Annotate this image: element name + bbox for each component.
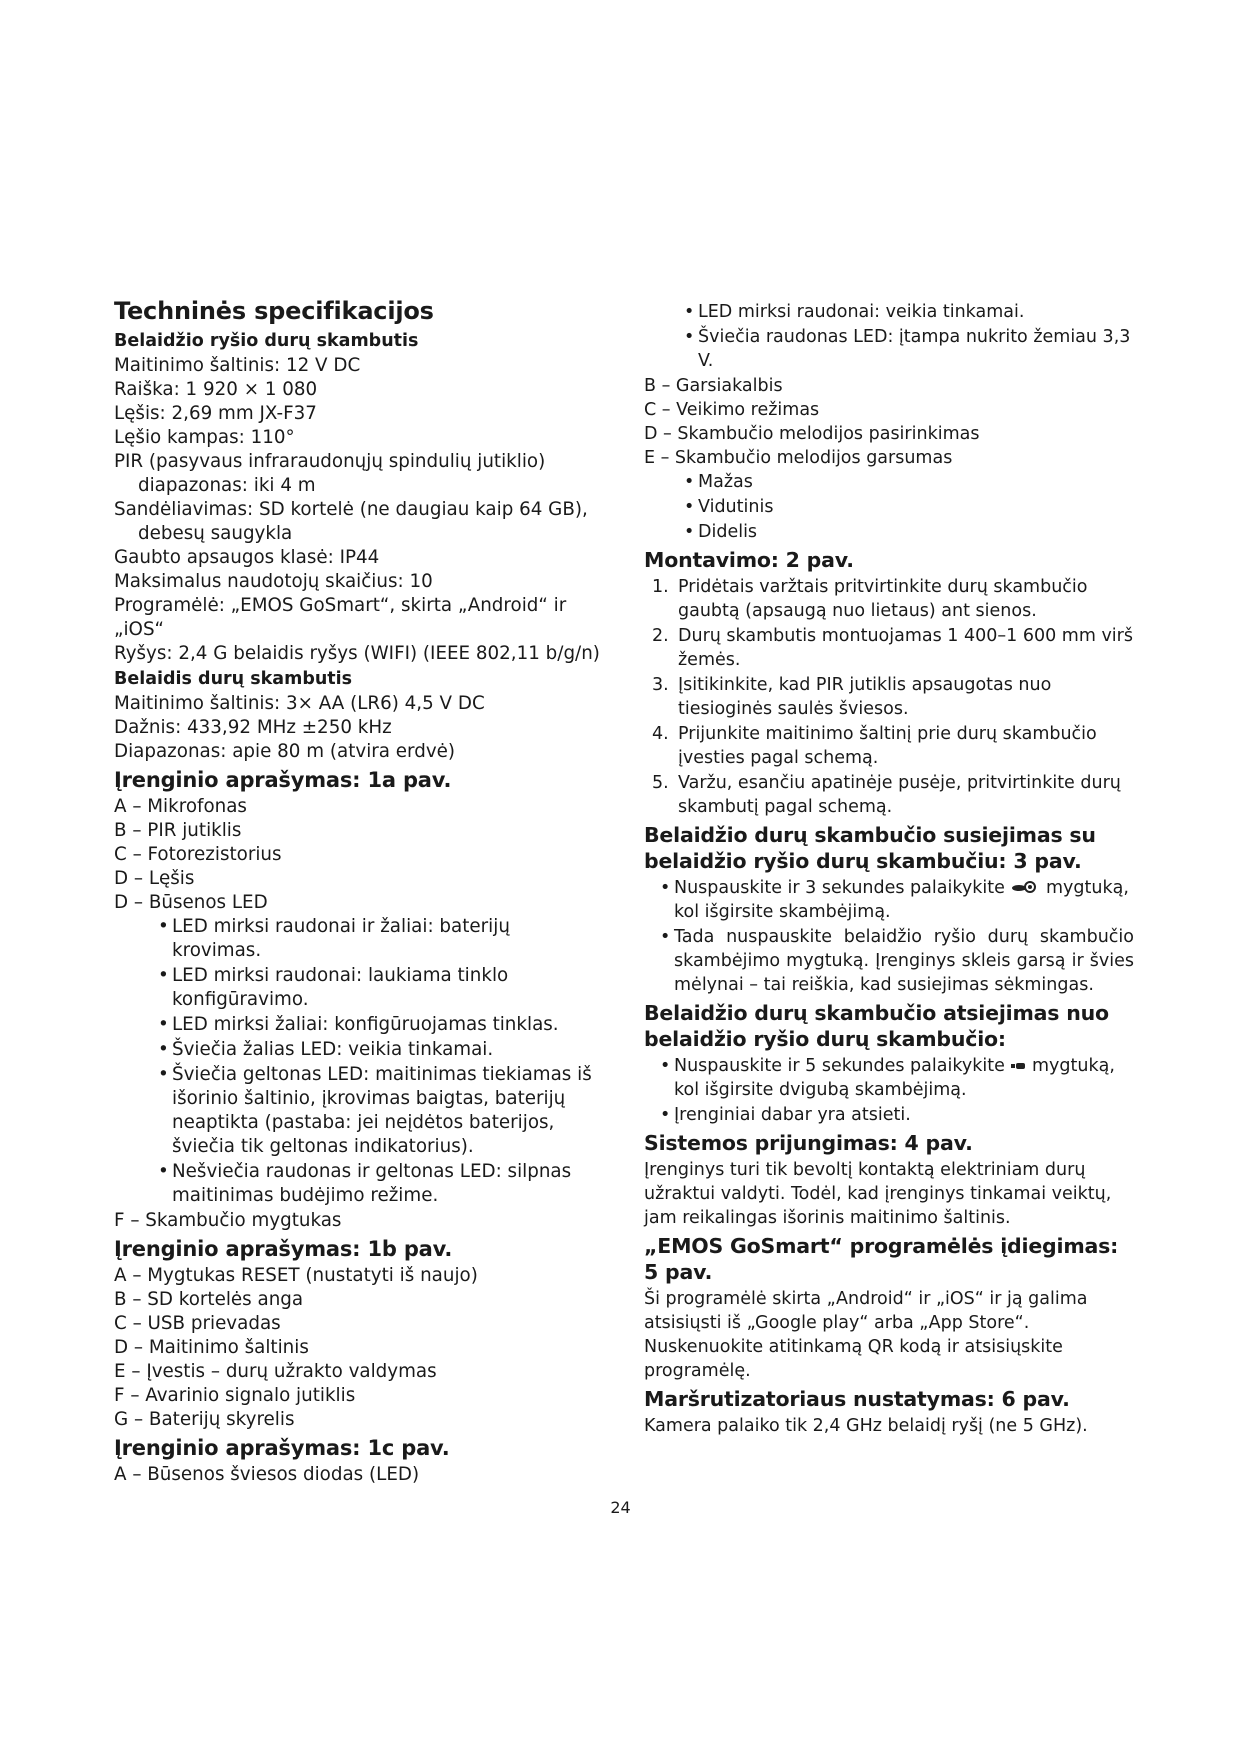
router-text: Kamera palaiko tik 2,4 GHz belaidį ryšį (ne 5 GHz). bbox=[644, 1416, 1088, 1436]
page-title: Techninės specifikacijos bbox=[114, 297, 434, 325]
step-text: Varžu, esančiu apatinėje pusėje, pritvirtinkite durų skambutį pagal schemą. bbox=[678, 773, 1121, 817]
spec-line: Programėlė: „EMOS GoSmart“, skirta „Android“ ir „iOS“ bbox=[114, 595, 567, 640]
desc-item: C – Veikimo režimas bbox=[644, 400, 820, 420]
mount-heading: Montavimo: 2 pav. bbox=[644, 548, 854, 572]
desc-item: D – Maitinimo šaltinis bbox=[114, 1337, 309, 1358]
desc-1c-heading: Įrenginio aprašymas: 1c pav. bbox=[114, 1436, 450, 1460]
desc-item: E – Įvestis – durų užrakto valdymas bbox=[114, 1361, 437, 1382]
desc-1a-heading: Įrenginio aprašymas: 1a pav. bbox=[114, 768, 452, 792]
desc-item: B – SD kortelės anga bbox=[114, 1289, 304, 1310]
step-number: 1. bbox=[652, 577, 669, 597]
desc-item: C – USB prievadas bbox=[114, 1313, 281, 1334]
list-item: • Įrenginiai dabar yra atsieti. bbox=[660, 1103, 1134, 1127]
system-heading: Sistemos prijungimas: 4 pav. bbox=[644, 1131, 973, 1155]
desc-item: A – Mikrofonas bbox=[114, 796, 247, 817]
list-item bbox=[644, 722, 1134, 770]
spec-line: Gaubto apsaugos klasė: IP44 bbox=[114, 547, 380, 568]
spec-line: Maitinimo šaltinis: 12 V DC bbox=[114, 355, 361, 376]
list-item bbox=[644, 575, 1134, 623]
step-text: Pridėtais varžtais pritvirtinkite durų skambučio gaubtą (apsaugą nuo lietaus) ant sienos. bbox=[678, 577, 1088, 621]
router-heading: Maršrutizatoriaus nustatymas: 6 pav. bbox=[644, 1387, 1070, 1411]
desc-item: B – PIR jutiklis bbox=[114, 820, 242, 841]
list-item bbox=[660, 1054, 1134, 1102]
page-number: 24 bbox=[610, 1498, 631, 1517]
list-item bbox=[644, 771, 1134, 819]
led-state-list bbox=[114, 915, 604, 1208]
spec-line: Maitinimo šaltinis: 3× AA (LR6) 4,5 V DC bbox=[114, 693, 485, 714]
volume-list bbox=[644, 470, 1134, 544]
step-number: 3. bbox=[652, 675, 669, 695]
desc-item: D – Būsenos LED bbox=[114, 892, 268, 913]
spec-line: Sandėliavimas: SD kortelė (ne daugiau kaip 64 GB), debesų saugykla bbox=[114, 499, 588, 544]
led-status-list bbox=[644, 300, 1134, 373]
list-item: • Didelis bbox=[684, 520, 1134, 544]
list-item: • Šviečia žalias LED: veikia tinkamai. bbox=[158, 1038, 604, 1062]
app-text: Nuskenuokite atitinkamą QR kodą ir atsisiųskite programėlę. bbox=[644, 1337, 1063, 1381]
button-icon bbox=[1010, 1054, 1026, 1078]
spec-line: Lęšio kampas: 110° bbox=[114, 427, 295, 448]
spec-line: Ryšys: 2,4 G belaidis ryšys (WIFI) (IEEE 802,11 b/g/n) bbox=[114, 643, 600, 664]
spec-line: Maksimalus naudotojų skaičius: 10 bbox=[114, 571, 433, 592]
pair-list bbox=[644, 876, 1134, 997]
left-column bbox=[114, 296, 604, 1487]
unpair-list bbox=[644, 1054, 1134, 1127]
mount-steps bbox=[644, 575, 1134, 819]
desc-item: G – Baterijų skyrelis bbox=[114, 1409, 295, 1430]
unpair-text-before: Nuspauskite ir 5 sekundes palaikykite bbox=[674, 1056, 1005, 1076]
spec-line: Raiška: 1 920 × 1 080 bbox=[114, 379, 318, 400]
step-text: Durų skambutis montuojamas 1 400–1 600 mm virš žemės. bbox=[678, 626, 1133, 670]
desc-item: A – Būsenos šviesos diodas (LED) bbox=[114, 1464, 420, 1485]
app-heading: „EMOS GoSmart“ programėlės įdiegimas: 5 pav. bbox=[644, 1234, 1119, 1284]
spec-line: PIR (pasyvaus infraraudonųjų spindulių jutiklio) diapazonas: iki 4 m bbox=[114, 451, 546, 496]
desc-item: D – Skambučio melodijos pasirinkimas bbox=[644, 424, 980, 444]
list-item: • Tada nuspauskite belaidžio ryšio durų skambučio skambėjimo mygtuką. Įrenginys skleis garsą ir švies mėlynai – tai reiškia, kad susiejimas sėkmingas. bbox=[660, 925, 1134, 997]
desc-item: F – Avarinio signalo jutiklis bbox=[114, 1385, 356, 1406]
step-number: 5. bbox=[652, 773, 669, 793]
desc-item: C – Fotorezistorius bbox=[114, 844, 282, 865]
unpair-heading: Belaidžio durų skambučio atsiejimas nuo belaidžio ryšio durų skambučio: bbox=[644, 1001, 1109, 1051]
spec-line: Diapazonas: apie 80 m (atvira erdvė) bbox=[114, 741, 456, 762]
list-item: • LED mirksi raudonai: veikia tinkamai. bbox=[684, 300, 1134, 324]
list-item: • Šviečia raudonas LED: įtampa nukrito žemiau 3,3 V. bbox=[684, 325, 1134, 373]
list-item bbox=[644, 624, 1134, 672]
desc-item: F – Skambučio mygtukas bbox=[114, 1210, 342, 1231]
list-item bbox=[660, 876, 1134, 924]
step-text: Prijunkite maitinimo šaltinį prie durų skambučio įvesties pagal schemą. bbox=[678, 724, 1097, 768]
spec-line: Lęšis: 2,69 mm JX-F37 bbox=[114, 403, 317, 424]
list-item: • Mažas bbox=[684, 470, 1134, 494]
list-item: • Nešviečia raudonas ir geltonas LED: silpnas maitinimas budėjimo režime. bbox=[158, 1160, 604, 1208]
spec-line: Dažnis: 433,92 MHz ±250 kHz bbox=[114, 717, 392, 738]
desc-item: A – Mygtukas RESET (nustatyti iš naujo) bbox=[114, 1265, 478, 1286]
app-text: Ši programėlė skirta „Android“ ir „iOS“ ir ją galima atsisiųsti iš „Google play“ arba „App Store“. bbox=[644, 1289, 1088, 1333]
list-item: • LED mirksi raudonai: laukiama tinklo konfigūravimo. bbox=[158, 964, 604, 1012]
pair-heading: Belaidžio durų skambučio susiejimas su belaidžio ryšio durų skambučiu: 3 pav. bbox=[644, 823, 1096, 873]
step-number: 4. bbox=[652, 724, 669, 744]
right-column bbox=[644, 300, 1134, 1438]
step-text: Įsitikinkite, kad PIR jutiklis apsaugotas nuo tiesioginės saulės šviesos. bbox=[678, 675, 1052, 719]
system-text: Įrenginys turi tik bevoltį kontaktą elektriniam durų užraktui valdyti. Todėl, kad įrenginys tinkamai veiktų, jam reikalingas išorinis maitinimo šaltinis. bbox=[644, 1160, 1112, 1228]
desc-item: D – Lęšis bbox=[114, 868, 195, 889]
desc-item: E – Skambučio melodijos garsumas bbox=[644, 448, 953, 468]
wired-heading: Belaidžio ryšio durų skambutis bbox=[114, 331, 419, 351]
unpair-text-after: mygtuką, kol išgirsite dvigubą skambėjimą. bbox=[674, 1056, 1115, 1100]
pair-text-after: mygtuką, kol išgirsite skambėjimą. bbox=[674, 878, 1129, 922]
list-item: • Vidutinis bbox=[684, 495, 1134, 519]
list-item: • LED mirksi raudonai ir žaliai: baterijų krovimas. bbox=[158, 915, 604, 963]
list-item: • LED mirksi žaliai: konfigūruojamas tinklas. bbox=[158, 1013, 604, 1037]
desc-1b-heading: Įrenginio aprašymas: 1b pav. bbox=[114, 1237, 453, 1261]
list-item bbox=[644, 673, 1134, 721]
pair-text-before: Nuspauskite ir 3 sekundes palaikykite bbox=[674, 878, 1005, 898]
desc-item: B – Garsiakalbis bbox=[644, 376, 783, 396]
bell-button-icon bbox=[1010, 876, 1040, 900]
list-item: • Šviečia geltonas LED: maitinimas tiekiamas iš išorinio šaltinio, įkrovimas baigtas, baterijų neaptikta (pastaba: jei neįdėtos baterijos, šviečia tik geltonas indikatorius). bbox=[158, 1063, 604, 1159]
wireless-heading: Belaidis durų skambutis bbox=[114, 669, 353, 689]
step-number: 2. bbox=[652, 626, 669, 646]
